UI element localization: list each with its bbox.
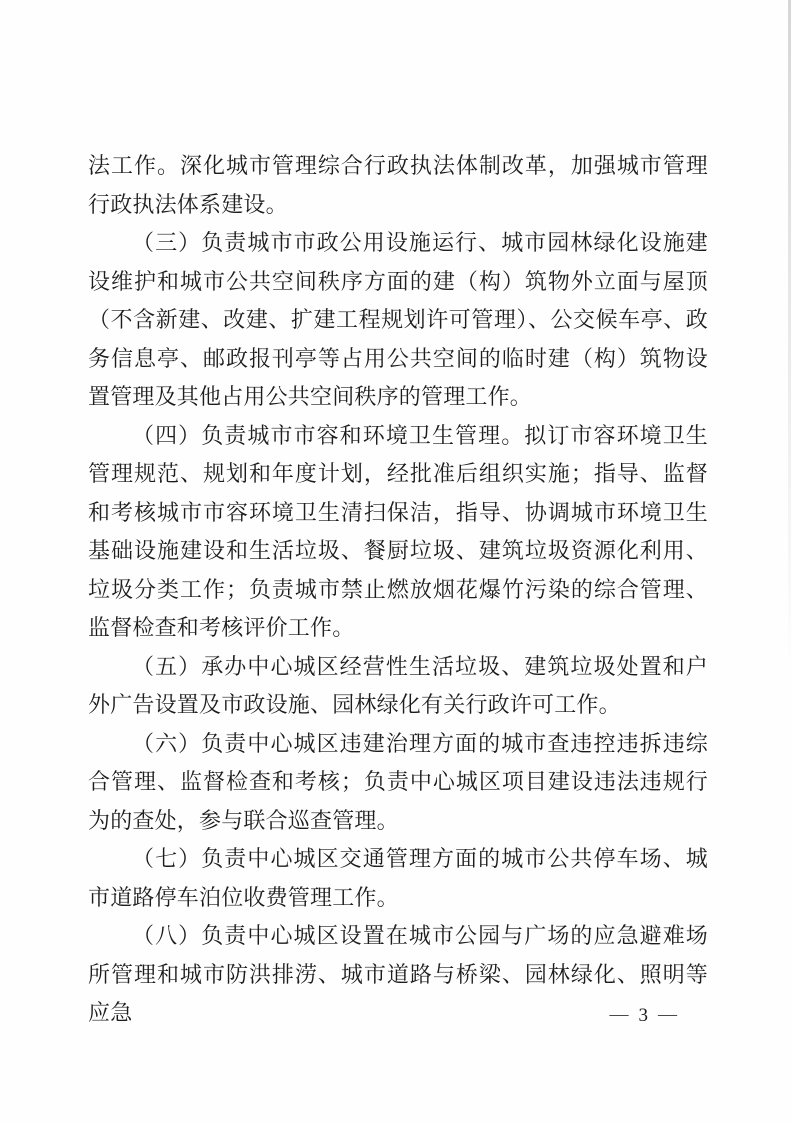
document-body: [88, 147, 708, 1033]
paragraph: （六）负责中心城区违建治理方面的城市查违控违拆违综合管理、监督检查和考核；负责中心城区项目建设违法违规行为的查处，参与联合巡查管理。: [88, 730, 708, 833]
paragraph: （四）负责城市市容和环境卫生管理。拟订市容环境卫生管理规范、规划和年度计划，经批准后组织实施；指导、监督和考核城市市容环境卫生清扫保洁，指导、协调城市环境卫生基础设施建设和生活垃圾、餐厨垃圾、建筑垃圾资源化利用、垃圾分类工作；负责城市禁止燃放烟花爆竹污染的综合管理、监督检查和考核评价工作。: [88, 422, 708, 640]
footer-dash-left: —: [609, 1004, 629, 1025]
paragraph: （五）承办中心城区经营性生活垃圾、建筑垃圾处置和户外广告设置及市政设施、园林绿化有关行政许可工作。: [88, 653, 708, 717]
scan-edge-artifact: [788, 0, 791, 673]
page-footer: [610, 1005, 678, 1027]
footer-dash-right: —: [658, 1004, 677, 1025]
paragraph: （八）负责中心城区设置在城市公园与广场的应急避难场所管理和城市防洪排涝、城市道路与桥梁、园林绿化、照明等应急: [88, 923, 708, 1025]
page-number: 3: [638, 1005, 648, 1026]
paragraph: （七）负责中心城区交通管理方面的城市公共停车场、城市道路停车泊位收费管理工作。: [88, 846, 708, 910]
paragraph: （三）负责城市市政公用设施运行、城市园林绿化设施建设维护和城市公共空间秩序方面的建（构）筑物外立面与屋顶（不含新建、改建、扩建工程规划许可管理）、公交候车亭、政务信息亭、邮政报刊亭等占用公共空间的临时建（构）筑物设置管理及其他占用公共空间秩序的管理工作。: [88, 230, 708, 409]
paragraph: 法工作。深化城市管理综合行政执法体制改革，加强城市管理行政执法体系建设。: [88, 153, 708, 217]
